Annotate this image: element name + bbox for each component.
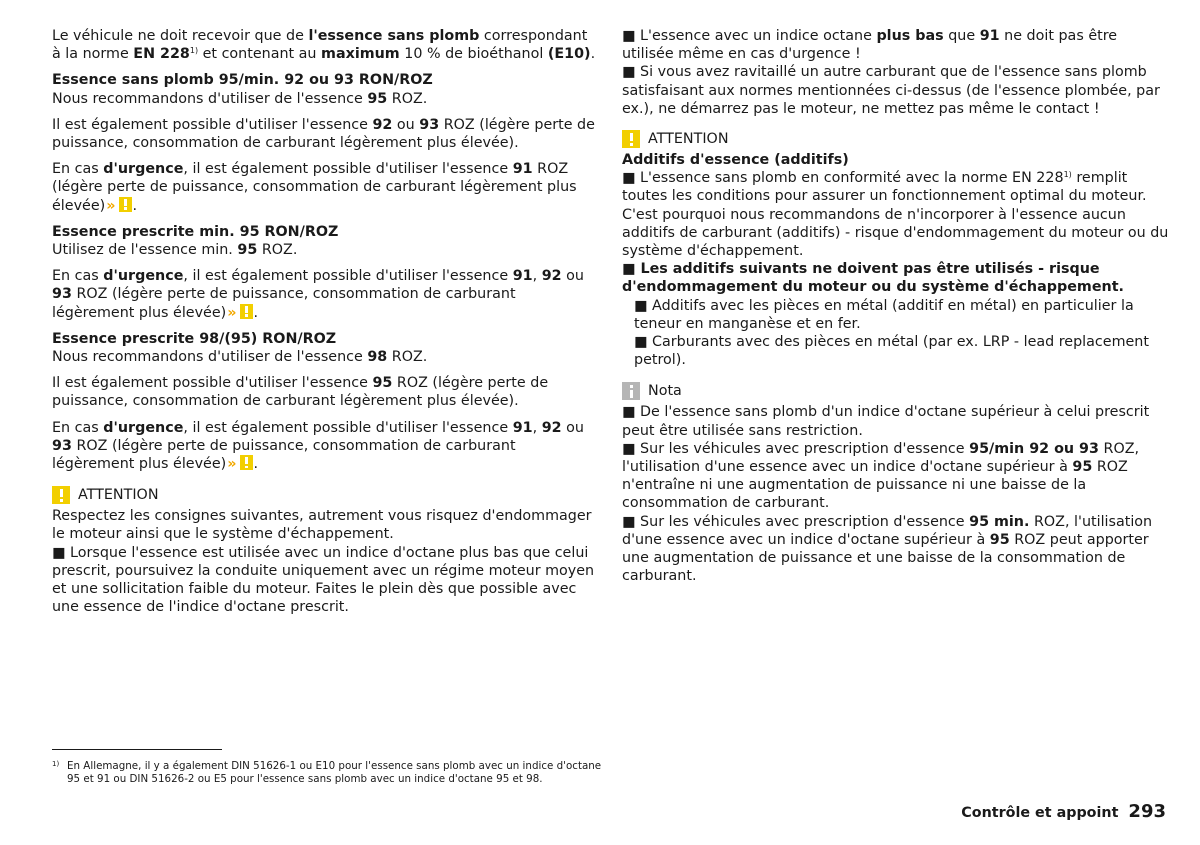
continue-arrow: »	[227, 456, 237, 473]
list-item: ■ Si vous avez ravitaillé un autre carburant que de l'essence sans plomb satisfaisant aux normes mentionnées ci-dessus (de l'essence plombée, par ex.), ne démarrez pas le moteur, ne mettez pas même le contact !	[622, 64, 1160, 117]
warning-icon[interactable]	[240, 304, 253, 319]
list-item: ■ Sur les véhicules avec prescription d'essence 95 min. ROZ, l'utilisation d'une essence avec un indice d'octane supérieur à 95 ROZ peut apporter une augmentation de puissance et une baisse de la consommation de carburant.	[622, 513, 1153, 585]
attention-heading: ATTENTION	[52, 486, 600, 504]
continue-arrow: »	[106, 197, 116, 214]
paragraph: En cas d'urgence, il est également possible d'utiliser l'essence 91, 92 ou 93 ROZ (légère perte de puissance, consommation de carburant légèrement plus élevée)» .	[52, 268, 584, 321]
footnote-divider	[52, 749, 222, 750]
warning-icon[interactable]	[240, 455, 253, 470]
right-column	[622, 27, 1170, 585]
footnote-ref[interactable]: 1)	[1063, 170, 1072, 180]
list-item: ■ De l'essence sans plomb d'un indice d'octane supérieur à celui prescrit peut être utilisée sans restriction.	[622, 404, 1150, 439]
footnote	[52, 760, 602, 786]
intro-paragraph: Le véhicule ne doit recevoir que de l'essence sans plomb correspondant à la norme EN 228$^{1)}$ et contenant au maximum 10 % de bioéthanol (E10).	[52, 28, 596, 63]
note-box	[622, 382, 1170, 585]
info-note-icon	[622, 382, 640, 400]
warning-icon	[622, 130, 640, 148]
footnote-text: En Allemagne, il y a également DIN 51626-1 ou E10 pour l'essence sans plomb avec un indice d'octane 95 et 91 ou DIN 51626-2 ou E5 pour l'essence sans plomb avec un indice d'octane 95 et 98.	[67, 760, 602, 785]
page-footer	[961, 803, 1166, 822]
attention-intro: Respectez les consignes suivantes, autrement vous risquez d'endommager le moteur ainsi que le système d'échappement.	[52, 508, 592, 543]
sub-list-item: ■ Carburants avec des pièces en métal (par ex. LRP - lead replacement petrol).	[634, 334, 1149, 369]
section-heading: Essence prescrite min. 95 RON/ROZ	[52, 223, 339, 240]
list-item: ■ L'essence sans plomb en conformité avec la norme EN 228$^{1)}$ remplit toutes les conditions pour assurer un fonctionnement optimal du moteur. C'est pourquoi nous recommandons de n'incorporer à l'essence aucun additifs de carburant (additifs) - risque d'endommagement du moteur ou du système d'échappement.	[622, 170, 1169, 260]
continue-arrow: »	[227, 304, 237, 321]
list-item: ■ Sur les véhicules avec prescription d'essence 95/min 92 ou 93 ROZ, l'utilisation d'une essence avec un indice d'octane supérieur à 95 ROZ n'entraîne ni une augmentation de puissance ni une baisse de la consommation de carburant.	[622, 440, 1140, 512]
section-95-92-93: Essence sans plomb 95/min. 92 ou 93 RON/ROZ Nous recommandons d'utiliser de l'essence 95 ROZ.	[52, 71, 600, 107]
attention-box-additives	[622, 130, 1170, 369]
attention-subtitle: Additifs d'essence (additifs)	[622, 152, 849, 169]
list-item: ■ Les additifs suivants ne doivent pas être utilisés - risque d'endommagement du moteur ou du système d'échappement.	[622, 261, 1124, 296]
section-heading: Essence prescrite 98/(95) RON/ROZ	[52, 330, 337, 347]
list-item: ■ L'essence avec un indice octane plus bas que 91 ne doit pas être utilisée même en cas d'urgence !	[622, 28, 1118, 63]
paragraph: Il est également possible d'utiliser l'essence 95 ROZ (légère perte de puissance, consommation de carburant légèrement plus élevée).	[52, 375, 549, 410]
footnote-mark: 1)	[52, 760, 60, 768]
footnote-ref[interactable]: 1)	[189, 46, 199, 56]
attention-bullet: ■ Lorsque l'essence est utilisée avec un indice d'octane plus bas que celui prescrit, poursuivez la conduite uniquement avec un régime moteur moyen et une sollicitation faible du moteur. Faites le plein dès que possible avec une essence de l'indice d'octane prescrit.	[52, 544, 595, 616]
attention-heading: ATTENTION	[622, 130, 1170, 148]
section-heading: Essence sans plomb 95/min. 92 ou 93 RON/ROZ	[52, 72, 433, 89]
page-number: 293	[1128, 801, 1166, 822]
left-column	[52, 27, 600, 616]
paragraph: En cas d'urgence, il est également possible d'utiliser l'essence 91, 92 ou 93 ROZ (légère perte de puissance, consommation de carburant légèrement plus élevée)» .	[52, 419, 584, 473]
attention-box	[52, 486, 600, 616]
note-heading: Nota	[622, 382, 1170, 400]
warning-icon	[52, 486, 70, 504]
warning-bullets	[622, 27, 1170, 118]
section-95-min: Essence prescrite min. 95 RON/ROZ Utilisez de l'essence min. 95 ROZ.	[52, 223, 600, 259]
sub-list-item: ■ Additifs avec les pièces en métal (additif en métal) en particulier la teneur en manganèse et en fer.	[634, 297, 1134, 332]
section-98-95: Essence prescrite 98/(95) RON/ROZ Nous recommandons d'utiliser de l'essence 98 ROZ.	[52, 330, 600, 366]
warning-icon[interactable]	[119, 197, 132, 212]
paragraph: Il est également possible d'utiliser l'essence 92 ou 93 ROZ (légère perte de puissance, consommation de carburant légèrement plus élevée).	[52, 116, 595, 152]
section-name: Contrôle et appoint	[961, 805, 1119, 821]
paragraph: En cas d'urgence, il est également possible d'utiliser l'essence 91 ROZ (légère perte de puissance, consommation de carburant légèrement plus élevée)» .	[52, 161, 577, 214]
